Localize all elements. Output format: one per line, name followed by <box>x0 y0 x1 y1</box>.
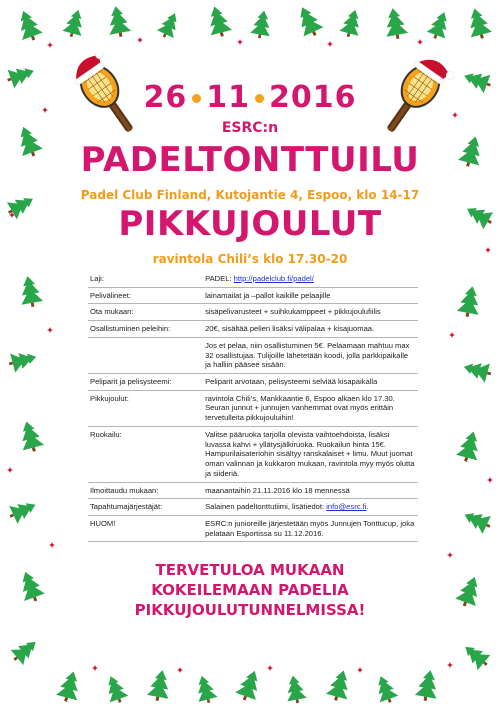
closing-line: KOKEILEMAAN PADELIA <box>151 581 349 599</box>
row-value: sisäpelivarusteet + suihkukamppeet + pikkujoulufiilis <box>203 304 418 321</box>
row-label: Peliparit ja pelisysteemi: <box>88 374 203 391</box>
row-label <box>88 337 203 373</box>
row-label: Pikkujoulut: <box>88 390 203 426</box>
row-value: Valitse pääruoka tarjolla olevista vaihtoehdoista, lisäksi luvassa kahvi + yllätysjälkiruoka. Ruokailun hinta 15€. Hampurilaisateriohin sisältyy ranskalaiset + limu. Muut juomat oman valinnan ja kukkaron mukaan, ravintola myy myös olutta ja siideriä. <box>203 426 418 482</box>
row-label: Laji: <box>88 271 203 287</box>
date-month: 11 <box>206 80 250 115</box>
laji-prefix: PADEL: <box>205 274 234 283</box>
row-value: 20€, sisältää pelien lisäksi välipalaa + kisajuomaa. <box>203 321 418 338</box>
table-row <box>88 390 418 426</box>
party-location: ravintola Chili’s klo 17.30-20 <box>152 252 348 266</box>
date-dot-icon <box>255 94 264 103</box>
closing-message <box>0 560 500 620</box>
organizer: ESRC:n <box>221 120 279 136</box>
table-row <box>88 499 418 516</box>
closing-line: PIKKUJOULUTUNNELMISSA! <box>134 601 366 619</box>
row-label: Pelivälineet: <box>88 287 203 304</box>
table-row <box>88 482 418 499</box>
row-value: Peliparit arvotaan, pelisysteemi selviää kisapaikalla <box>203 374 418 391</box>
row-value: Jos et pelaa, niin osallistuminen 5€. Pelaamaan mahtuu max 32 osallistujaa. Tulijoille lähetetään koodi, jolla parkkipaikalle ja halliin pääsee sisään. <box>203 337 418 373</box>
row-label: HUOM! <box>88 515 203 541</box>
info-table <box>88 271 418 542</box>
table-row <box>88 321 418 338</box>
row-value: maanantaihin 21.11.2016 klo 18 mennessä <box>203 482 418 499</box>
table-row <box>88 304 418 321</box>
event-date <box>0 80 500 115</box>
row-value: ESRC:n junioreille järjestetään myös Junnujen Tonttucup, joka pelataan Esportissa su 11.12.2016. <box>203 515 418 541</box>
row-label: Tapahtumajärjestäjät: <box>88 499 203 516</box>
row-value <box>203 271 418 287</box>
table-row <box>88 337 418 373</box>
row-label: Ilmoittaudu mukaan: <box>88 482 203 499</box>
email-link[interactable]: info@esrc.fi <box>326 502 367 512</box>
closing-line: TERVETULOA MUKAAN <box>155 561 345 579</box>
padel-link[interactable]: http://padelclub.fi/padel/ <box>233 274 314 283</box>
party-title: PIKKUJOULUT <box>118 204 382 244</box>
row-value: lainamailat ja –pallot kaikille pelaajille <box>203 287 418 304</box>
row-label: Ruokailu: <box>88 426 203 482</box>
date-year: 2016 <box>269 80 357 115</box>
row-label: Osallistuminen peleihin: <box>88 321 203 338</box>
table-row <box>88 374 418 391</box>
table-row <box>88 426 418 482</box>
table-row <box>88 515 418 541</box>
tapahtuma-suffix: . <box>366 502 369 512</box>
row-value <box>203 499 418 516</box>
tapahtuma-prefix: Salainen padeltonttutiimi, lisätiedot: <box>205 502 327 512</box>
row-label: Ota mukaan: <box>88 304 203 321</box>
table-row <box>88 271 418 287</box>
event-location: Padel Club Finland, Kutojantie 4, Espoo, klo 14-17 <box>80 188 420 202</box>
date-dot-icon <box>192 94 201 103</box>
date-day: 26 <box>143 80 188 115</box>
event-title: PADELTONTTUILU <box>80 140 420 180</box>
table-row <box>88 287 418 304</box>
row-value: ravintola Chili’s, Mankkaantie 6, Espoo alkaen klo 17.30. Seuran junnut + junnujen vanhemmat ovat myös erittäin tervetulleita pikkujouluihin! <box>203 390 418 426</box>
